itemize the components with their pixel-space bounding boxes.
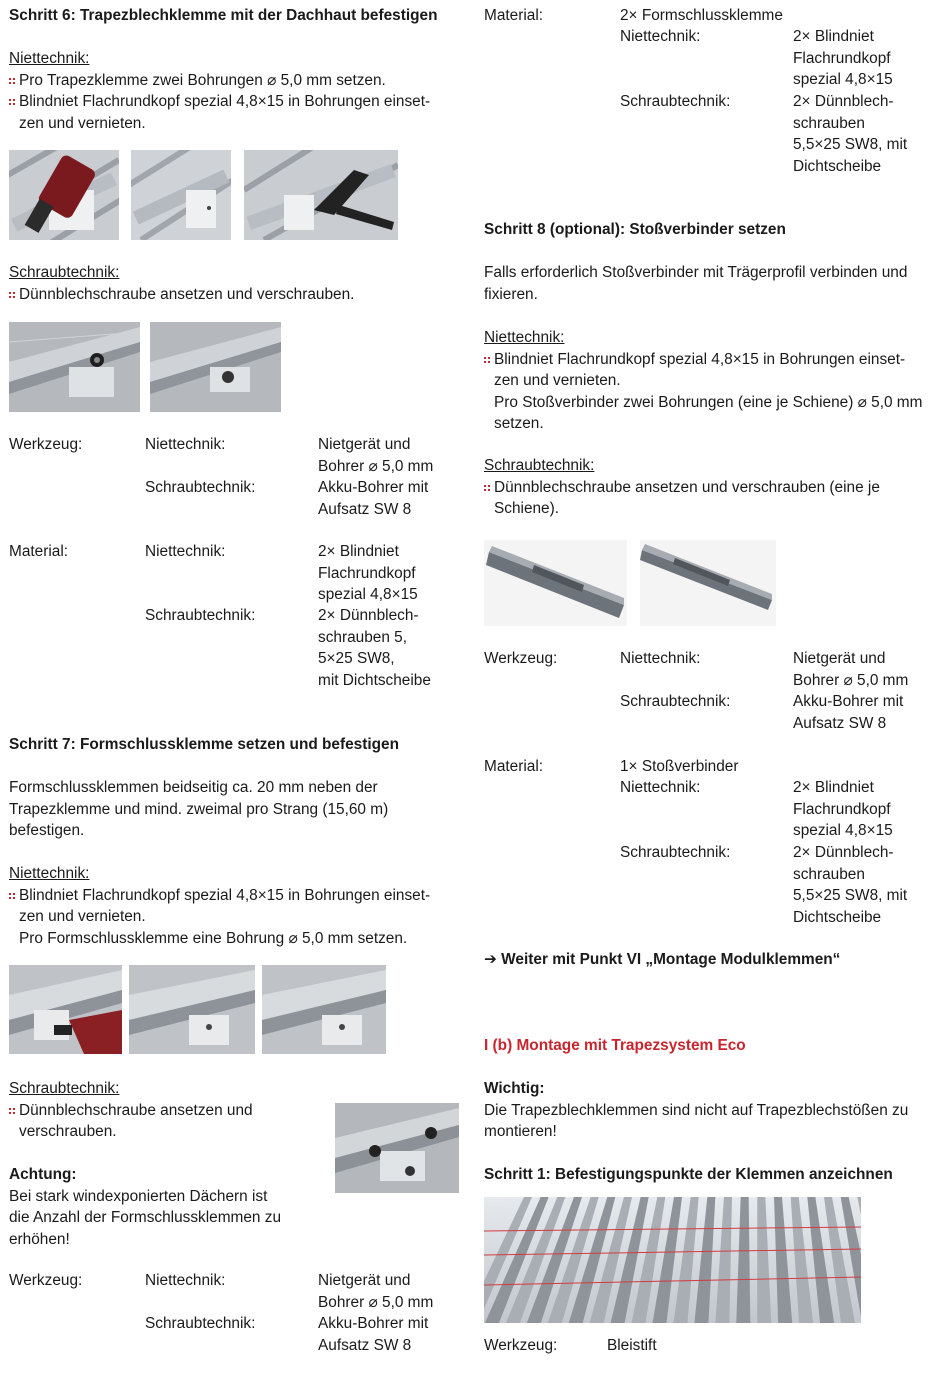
step6-niet-bullet-1: Pro Trapezklemme zwei Bohrungen ⌀ 5,0 mm setzen. <box>9 70 430 92</box>
step7-schraub-label: Schraubtechnik: <box>9 1080 120 1097</box>
step1-title: Schritt 1: Befestigungspunkte der Klemmen anzeichnen <box>484 1166 893 1183</box>
section-title: I (b) Montage mit Trapezsystem Eco <box>484 1037 746 1054</box>
step6-rivet-image-1 <box>9 150 119 240</box>
step8-image-1 <box>484 540 627 626</box>
step6-title: Schritt 6: Trapezblechklemme mit der Dachhaut befestigen <box>9 7 438 24</box>
step8-niet-label: Niettechnik: <box>484 329 565 346</box>
werkzeug-niet-val: Nietgerät und Bohrer ⌀ 5,0 mm <box>793 650 909 689</box>
step7-niet-bullet-1-cont: zen und vernieten. <box>19 908 146 925</box>
step6-screw-image-1 <box>9 322 140 412</box>
werkzeug-niet-sub: Niettechnik: <box>145 1272 226 1289</box>
step8-niet-bullet-1-cont-2: Pro Stoßverbinder zwei Bohrungen (eine je Schiene) ⌀ 5,0 mm <box>494 393 923 411</box>
step8-niet-bullet-1: Blindniet Flachrundkopf spezial 4,8×15 in Bohrungen einset- <box>484 349 940 371</box>
material-label: Material: <box>484 7 544 24</box>
werkzeug-niet-val: Nietgerät und Bohrer ⌀ 5,0 mm <box>318 436 434 475</box>
step6-rivet-image-2 <box>131 150 231 240</box>
step6-rivet-image-3 <box>244 150 398 240</box>
step7-niet-bullet-1-cont-2: Pro Formschlussklemme eine Bohrung ⌀ 5,0 mm setzen. <box>19 929 408 947</box>
step7-niet-bullet-1: Blindniet Flachrundkopf spezial 4,8×15 in Bohrungen einset- <box>9 885 430 907</box>
material-niet-val: 2× Blindniet Flachrundkopf spezial 4,8×15 <box>793 28 893 88</box>
step6-schraub-label: Schraubtechnik: <box>9 264 120 281</box>
material-item: 2× Formschlussklemme <box>620 7 783 24</box>
trapezblech-image <box>484 1197 861 1323</box>
werkzeug-schraub-val: Akku-Bohrer mit Aufsatz SW 8 <box>318 479 429 518</box>
material-schraub-val: 2× Dünnblech- schrauben 5,5×25 SW8, mit Dichtscheibe <box>793 93 908 175</box>
step7-title: Schritt 7: Formschlussklemme setzen und befestigen <box>9 736 399 753</box>
step8-title: Schritt 8 (optional): Stoßverbinder setzen <box>484 221 786 238</box>
step7-intro: Formschlussklemmen beidseitig ca. 20 mm neben der Trapezklemme und mind. zweimal pro Strang (15,60 m) befestigen. <box>9 779 389 839</box>
werkzeug-label: Werkzeug: <box>9 436 83 453</box>
werkzeug-niet-sub: Niettechnik: <box>145 436 226 453</box>
material-niet-sub: Niettechnik: <box>620 28 701 45</box>
step1-werkzeug-row <box>484 1335 940 1357</box>
step8-image-2 <box>640 540 776 626</box>
weiter-link: ➔ Weiter mit Punkt VI „Montage Modulklemmen“ <box>484 951 841 968</box>
step7-image-1 <box>9 965 122 1054</box>
material-schraub-sub: Schraubtechnik: <box>620 93 731 110</box>
step7-screw-image <box>335 1103 459 1193</box>
step8-schraub-label: Schraubtechnik: <box>484 457 595 474</box>
step7-schraub-bullet-1-cont: verschrauben. <box>19 1123 117 1140</box>
material-niet-val: 2× Blindniet Flachrundkopf spezial 4,8×15 <box>793 779 893 839</box>
achtung-title: Achtung: <box>9 1166 77 1183</box>
werkzeug-schraub-sub: Schraubtechnik: <box>145 479 256 496</box>
material-item: 1× Stoßverbinder <box>620 758 739 775</box>
werkzeug-label: Werkzeug: <box>9 1272 83 1289</box>
werkzeug-val: Bleistift <box>607 1337 657 1354</box>
material-schraub-val: 2× Dünnblech- schrauben 5,5×25 SW8, mit Dichtscheibe <box>793 844 908 926</box>
wichtig-title: Wichtig: <box>484 1080 545 1097</box>
wichtig-text: Die Trapezblechklemmen sind nicht auf Trapezblechstößen zu montieren! <box>484 1101 909 1140</box>
step6-niet-bullet-2-cont: zen und vernieten. <box>19 114 146 132</box>
step6-screw-image-2 <box>150 322 281 412</box>
step8-niet-bullet-1-cont-3: setzen. <box>494 415 544 432</box>
step8-schraub-bullet-1: Dünnblechschraube ansetzen und verschrauben (eine je <box>484 477 880 499</box>
werkzeug-schraub-val: Akku-Bohrer mit Aufsatz SW 8 <box>793 693 904 732</box>
werkzeug-niet-val: Nietgerät und Bohrer ⌀ 5,0 mm <box>318 1272 434 1311</box>
step7-image-2 <box>129 965 255 1054</box>
step6-niet-label: Niettechnik: <box>9 50 90 67</box>
werkzeug-niet-sub: Niettechnik: <box>620 650 701 667</box>
material-label: Material: <box>9 543 69 560</box>
step7-niet-label: Niettechnik: <box>9 865 90 882</box>
werkzeug-schraub-val: Akku-Bohrer mit Aufsatz SW 8 <box>318 1315 429 1354</box>
material-niet-sub: Niettechnik: <box>620 779 701 796</box>
step6-niet-bullet-2: Blindniet Flachrundkopf spezial 4,8×15 in Bohrungen einset- <box>9 91 430 113</box>
step7-schraub-bullet-1: Dünnblechschraube ansetzen und <box>9 1100 253 1122</box>
achtung-text: Bei stark windexponierten Dächern ist die Anzahl der Formschlussklemmen zu erhöhen! <box>9 1187 282 1248</box>
material-schraub-sub: Schraubtechnik: <box>145 607 256 624</box>
material-schraub-val: 2× Dünnblech- schrauben 5, 5×25 SW8, mit Dichtscheibe <box>318 607 431 689</box>
material-niet-sub: Niettechnik: <box>145 543 226 560</box>
material-niet-val: 2× Blindniet Flachrundkopf spezial 4,8×15 <box>318 543 418 603</box>
step8-niet-bullet-1-cont: zen und vernieten. <box>494 372 621 389</box>
werkzeug-label: Werkzeug: <box>484 650 558 667</box>
material-schraub-sub: Schraubtechnik: <box>620 844 731 861</box>
werkzeug-label: Werkzeug: <box>484 1337 558 1354</box>
werkzeug-schraub-sub: Schraubtechnik: <box>145 1315 256 1332</box>
step8-intro: Falls erforderlich Stoßverbinder mit Trägerprofil verbinden und fixieren. <box>484 264 908 303</box>
step7-image-3 <box>262 965 386 1054</box>
werkzeug-schraub-sub: Schraubtechnik: <box>620 693 731 710</box>
material-label: Material: <box>484 758 544 775</box>
step6-schraub-bullet-1: Dünnblechschraube ansetzen und verschrauben. <box>9 284 354 306</box>
step8-schraub-bullet-1-cont: Schiene). <box>494 500 560 517</box>
